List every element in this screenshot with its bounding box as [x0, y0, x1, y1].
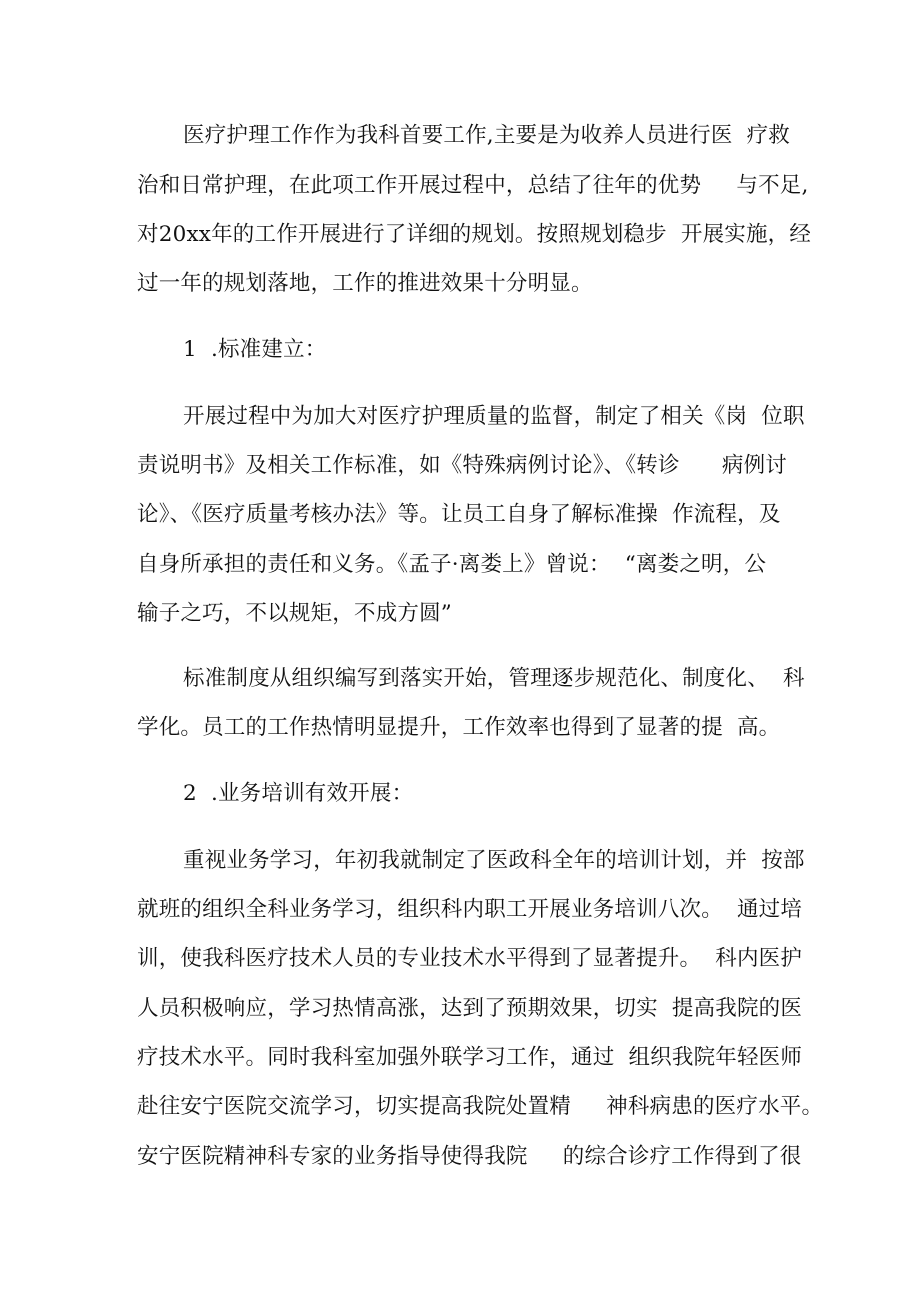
line-text: 责说明书》及相关工作标准，如《特殊病例讨论》、《转诊 病例讨 — [137, 453, 788, 478]
paragraph-2-line-3 — [0, 495, 920, 535]
line-text: 学化。员工的工作热情明显提升，工作效率也得到了显著的提 高。 — [137, 715, 781, 740]
paragraph-1-line-3 — [0, 215, 920, 255]
paragraph-4-line-7 — [0, 1137, 920, 1177]
paragraph-3-line-1 — [0, 659, 920, 699]
line-text: 安宁医院精神科专家的业务指导使得我院 的综合诊疗工作得到了很 — [137, 1144, 802, 1169]
heading-text: 1 .标准建立： — [183, 337, 327, 362]
paragraph-1-line-2 — [0, 166, 920, 206]
paragraph-1-line-4 — [0, 264, 920, 304]
paragraph-4-line-5 — [0, 1038, 920, 1078]
line-text: 医疗护理工作作为我科首要工作,主要是为收养人员进行医 疗救 — [183, 123, 791, 148]
paragraph-2-line-5 — [0, 594, 920, 634]
line-text: 论》、《医疗质量考核办法》等。让员工自身了解标准操 作流程，及 — [137, 502, 781, 527]
line-text: 就班的组织全科业务学习，组织科内职工开展业务培训八次。 通过培 — [137, 897, 803, 922]
line-text: 标准制度从组织编写到落实开始，管理逐步规范化、制度化、 科 — [183, 666, 805, 691]
line-text: 赴往安宁医院交流学习，切实提高我院处置精 神科病患的医疗水平。 — [137, 1094, 824, 1119]
line-text: 过一年的规划落地，工作的推进效果十分明显。 — [137, 271, 593, 296]
heading-text: 2 .业务培训有效开展： — [183, 781, 414, 806]
paragraph-4-line-2 — [0, 890, 920, 930]
paragraph-4-line-6 — [0, 1087, 920, 1127]
section-heading-2 — [0, 774, 920, 814]
paragraph-4-line-1 — [0, 841, 920, 881]
line-text: 训，使我科医疗技术人员的专业技术水平得到了显著提升。 科内医护 — [137, 946, 803, 971]
line-text: 开展过程中为加大对医疗护理质量的监督，制定了相关《岗 位职 — [183, 404, 805, 429]
line-text: 治和日常护理，在此项工作开展过程中，总结了往年的优势 与不足, — [137, 173, 809, 198]
line-text: 对20xx年的工作开展进行了详细的规划。按照规划稳步 开展实施，经 — [137, 222, 812, 247]
paragraph-2-line-4 — [0, 545, 920, 585]
paragraph-4-line-3 — [0, 939, 920, 979]
line-text: 输子之巧，不以规矩，不成方圆” — [137, 601, 452, 626]
paragraph-1-line-1 — [0, 116, 920, 156]
line-text: 疗技术水平。同时我科室加强外联学习工作，通过 组织我院年轻医师 — [137, 1045, 803, 1070]
paragraph-4-line-4 — [0, 989, 920, 1029]
section-heading-1 — [0, 330, 920, 370]
paragraph-2-line-1 — [0, 397, 920, 437]
paragraph-3-line-2 — [0, 708, 920, 748]
paragraph-2-line-2 — [0, 446, 920, 486]
line-text: 自身所承担的责任和义务。《孟子·离娄上》曾说： “离娄之明，公 — [137, 552, 767, 577]
line-text: 重视业务学习，年初我就制定了医政科全年的培训计划，并 按部 — [183, 848, 805, 873]
line-text: 人员积极响应，学习热情高涨，达到了预期效果，切实 提高我院的医 — [137, 996, 803, 1021]
